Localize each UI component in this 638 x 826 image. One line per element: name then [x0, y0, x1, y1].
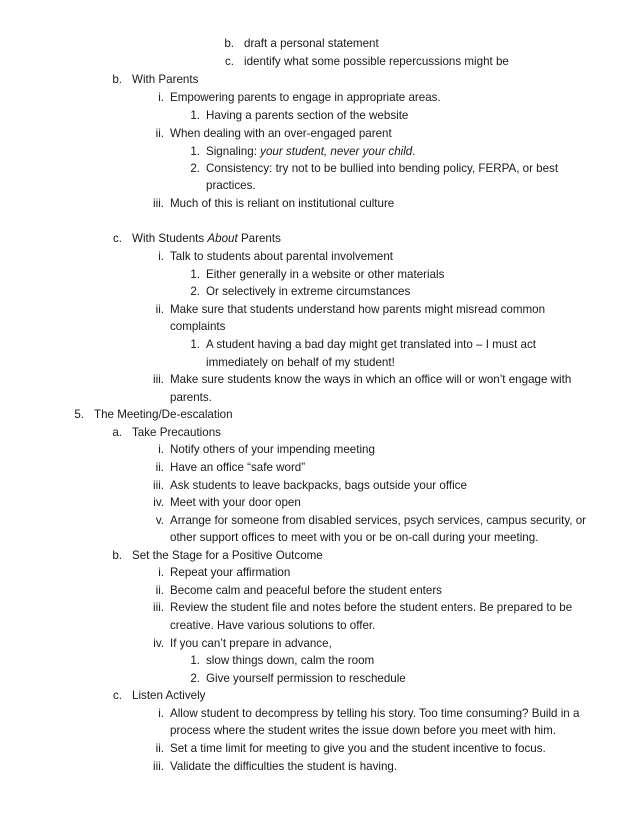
list-text: Validate the difficulties the student is having. — [170, 760, 398, 773]
list-marker: b. — [112, 73, 122, 86]
list-text: Arrange for someone from disabled services, psych services, campus security, or — [170, 514, 587, 527]
list-item-continuation — [0, 617, 638, 635]
list-item — [0, 371, 638, 389]
list-marker: b. — [112, 549, 122, 562]
list-text: Talk to students about parental involvement — [170, 250, 393, 263]
emphasis-text: About — [207, 232, 238, 245]
list-item — [0, 652, 638, 670]
list-text: identify what some possible repercussions might be — [244, 55, 509, 68]
list-marker: 2. — [190, 672, 200, 685]
list-text: Review the student file and notes before the student enters. Be prepared to be — [170, 601, 573, 614]
list-marker: 1. — [190, 338, 200, 351]
list-item — [0, 582, 638, 600]
list-item — [0, 599, 638, 617]
list-item — [0, 564, 638, 582]
emphasis-text: your student, never your child — [260, 145, 413, 158]
list-text: complaints — [170, 320, 226, 333]
list-marker: iii. — [153, 197, 164, 210]
list-marker: iv. — [153, 496, 164, 509]
list-item — [0, 670, 638, 688]
list-item — [0, 35, 638, 53]
list-item — [0, 143, 638, 161]
list-marker: i. — [158, 91, 164, 104]
list-item — [0, 635, 638, 653]
list-item — [0, 494, 638, 512]
list-item-continuation — [0, 722, 638, 740]
list-item — [0, 125, 638, 143]
list-item — [0, 459, 638, 477]
list-marker: ii. — [155, 742, 164, 755]
list-marker: iii. — [153, 479, 164, 492]
list-marker: i. — [158, 566, 164, 579]
list-text: draft a personal statement — [244, 37, 379, 50]
list-marker: 2. — [190, 285, 200, 298]
list-text: Consistency: try not to be bullied into bending policy, FERPA, or best — [206, 162, 559, 175]
list-marker: a. — [112, 426, 122, 439]
list-item — [0, 160, 638, 178]
list-text: If you can’t prepare in advance, — [170, 637, 332, 650]
list-marker: iii. — [153, 760, 164, 773]
list-marker: ii. — [155, 584, 164, 597]
list-text: Set a time limit for meeting to give you and the student incentive to focus. — [170, 742, 546, 755]
list-item — [0, 424, 638, 442]
list-marker: 1. — [190, 109, 200, 122]
list-text: Take Precautions — [132, 426, 221, 439]
list-text: Make sure that students understand how parents might misread common — [170, 303, 546, 316]
list-item — [0, 441, 638, 459]
list-item — [0, 758, 638, 776]
list-text: Notify others of your impending meeting — [170, 443, 375, 456]
list-item-continuation — [0, 177, 638, 195]
list-marker: c. — [224, 55, 234, 68]
text-segment: Parents — [237, 232, 281, 245]
list-item — [0, 301, 638, 319]
list-text: immediately on behalf of my student! — [206, 356, 395, 369]
list-text: The Meeting/De-escalation — [94, 408, 233, 421]
list-marker: iii. — [153, 373, 164, 386]
list-marker: 2. — [190, 162, 200, 175]
list-marker: 1. — [190, 145, 200, 158]
list-text: Become calm and peaceful before the student enters — [170, 584, 442, 597]
list-item — [0, 406, 638, 424]
list-text: other support offices to meet with you or be on-call during your meeting. — [170, 531, 539, 544]
list-item — [0, 547, 638, 565]
list-marker: i. — [158, 250, 164, 263]
list-text: process where the student writes the issue down before you meet with him. — [170, 724, 557, 737]
list-text — [132, 230, 281, 248]
list-item — [0, 53, 638, 71]
list-text: Listen Actively — [132, 689, 206, 702]
list-item — [0, 107, 638, 125]
list-text: With Parents — [132, 73, 199, 86]
list-marker: 1. — [190, 654, 200, 667]
list-text: Much of this is reliant on institutional culture — [170, 197, 395, 210]
list-marker: iv. — [153, 637, 164, 650]
list-item — [0, 705, 638, 723]
list-item — [0, 248, 638, 266]
list-item — [0, 336, 638, 354]
list-marker: ii. — [155, 127, 164, 140]
list-marker: ii. — [155, 461, 164, 474]
list-text: Make sure students know the ways in which an office will or won’t engage with — [170, 373, 572, 386]
list-item — [0, 740, 638, 758]
list-marker: c. — [112, 232, 122, 245]
list-text: When dealing with an over-engaged parent — [170, 127, 392, 140]
list-text: Repeat your affirmation — [170, 566, 291, 579]
text-segment: Signaling: — [206, 145, 261, 158]
list-marker: v. — [155, 514, 164, 527]
list-item-continuation — [0, 529, 638, 547]
text-segment: . — [412, 145, 416, 158]
list-marker: c. — [112, 689, 122, 702]
list-item-continuation — [0, 318, 638, 336]
list-text — [206, 143, 415, 161]
list-marker: 5. — [74, 408, 84, 421]
list-item — [0, 195, 638, 213]
list-item — [0, 512, 638, 530]
list-text: Have an office “safe word” — [170, 461, 306, 474]
list-marker: i. — [158, 707, 164, 720]
list-item — [0, 687, 638, 705]
list-text: Set the Stage for a Positive Outcome — [132, 549, 323, 562]
list-text: slow things down, calm the room — [206, 654, 375, 667]
list-text: parents. — [170, 391, 212, 404]
list-item — [0, 266, 638, 284]
list-item — [0, 230, 638, 248]
list-text: Either generally in a website or other materials — [206, 268, 445, 281]
list-text: Allow student to decompress by telling his story. Too time consuming? Build in a — [170, 707, 580, 720]
list-text: Having a parents section of the website — [206, 109, 409, 122]
list-text: Empowering parents to engage in appropriate areas. — [170, 91, 441, 104]
list-item — [0, 71, 638, 89]
list-text: Meet with your door open — [170, 496, 301, 509]
list-item — [0, 477, 638, 495]
list-marker: b. — [224, 37, 234, 50]
list-text: Or selectively in extreme circumstances — [206, 285, 411, 298]
list-item — [0, 89, 638, 107]
text-segment: With Students — [132, 232, 208, 245]
list-text: A student having a bad day might get translated into – I must act — [206, 338, 536, 351]
list-item — [0, 283, 638, 301]
list-item-continuation — [0, 354, 638, 372]
list-marker: i. — [158, 443, 164, 456]
list-item-continuation — [0, 389, 638, 407]
list-text: creative. Have various solutions to offer. — [170, 619, 376, 632]
list-text: Ask students to leave backpacks, bags outside your office — [170, 479, 467, 492]
list-marker: 1. — [190, 268, 200, 281]
list-text: practices. — [206, 179, 256, 192]
list-marker: ii. — [155, 303, 164, 316]
list-text: Give yourself permission to reschedule — [206, 672, 406, 685]
list-marker: iii. — [153, 601, 164, 614]
